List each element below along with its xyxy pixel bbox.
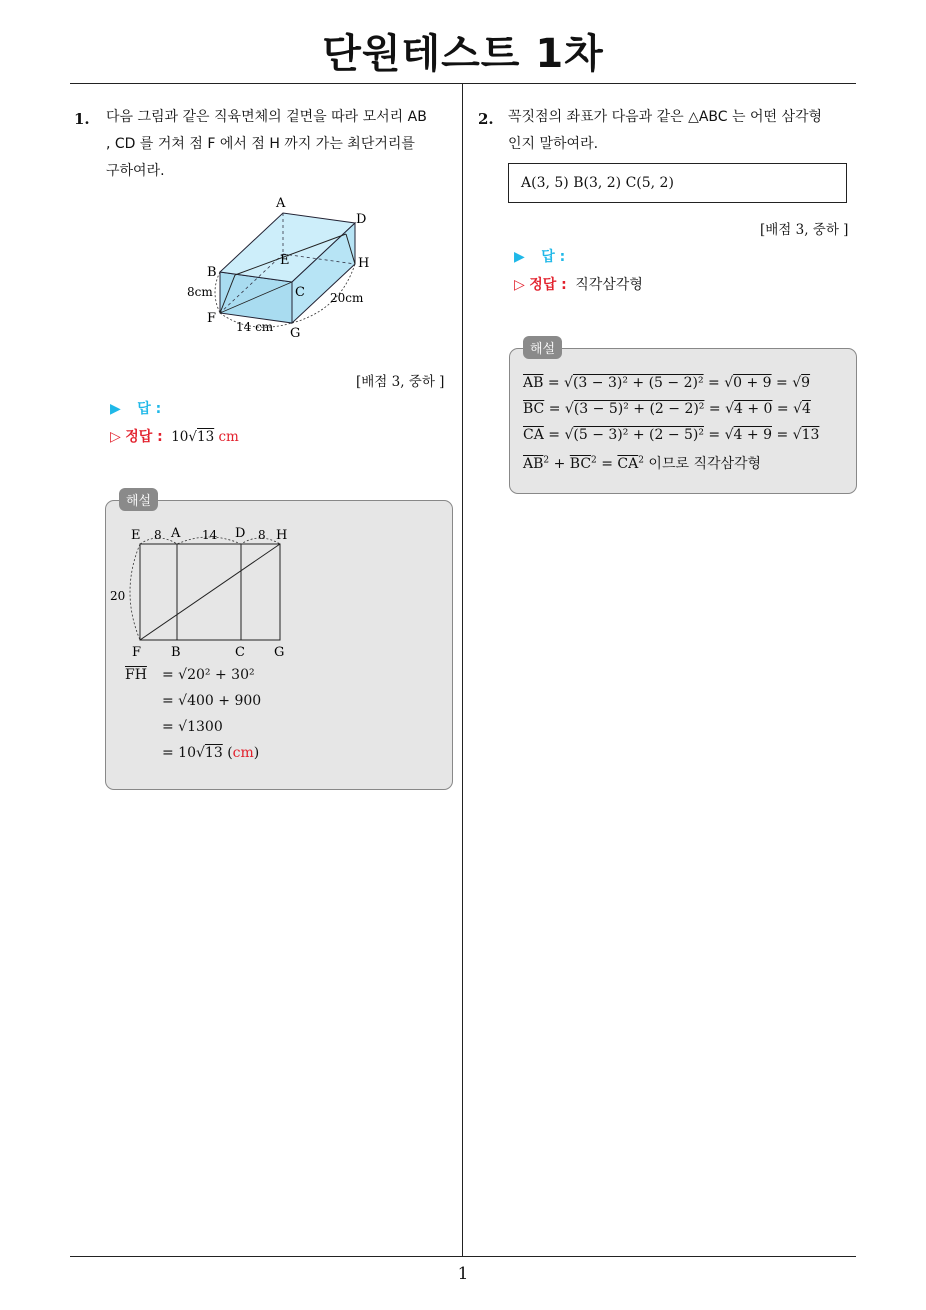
q1-step-4: = 10√13 (cm) (162, 745, 260, 761)
q1-text (106, 104, 456, 185)
net-label-side: 20 (110, 589, 126, 603)
column-divider (462, 83, 463, 1256)
net-label-s2: 14 (202, 528, 218, 542)
q1-step-3: = √1300 (162, 719, 223, 735)
bottom-rule (70, 1256, 856, 1257)
net-diagram (110, 520, 300, 660)
q2-number: 2. (478, 110, 494, 128)
net-arc-left (130, 544, 140, 640)
q1-text-line3: 구하여라. (106, 163, 165, 179)
q2-line-AB: $\overline{AB} = √(3 - 3)^2 + (5 - 2)^2 = √0 + 9 = √9$ (523, 375, 811, 391)
q2-score: [배점 3, 중하 ] (760, 222, 849, 238)
q2-text (508, 104, 858, 158)
q2-answer-row (514, 246, 565, 266)
cuboid-figure (180, 190, 390, 340)
q1-step-lhs: $\overline{FH}$ (125, 667, 147, 683)
q2-line-conclusion: $\overline{AB}^2 + \overline{BC}^2 = \overline{CA}^2$ 이므로 직각삼각형 (523, 455, 762, 472)
label-E: E (280, 253, 290, 268)
net-label-B: B (171, 645, 181, 660)
net-label-F: F (132, 645, 142, 660)
net-diagonal-FH (140, 544, 280, 640)
q1-explanation-tag: 해설 (119, 488, 158, 511)
q1-number: 1. (74, 110, 90, 128)
label-B: B (207, 265, 217, 280)
label-H: H (358, 256, 370, 271)
net-label-D: D (235, 526, 246, 541)
q2-points: A(3, 5) B(3, 2) C(5, 2) (521, 175, 674, 191)
q2-text-line1: 꼭짓점의 좌표가 다음과 같은 △ABC 는 어떤 삼각형 (508, 109, 823, 125)
q1-correct-row (110, 426, 239, 446)
net-label-C: C (235, 645, 245, 660)
net-label-s3: 8 (258, 528, 266, 542)
q1-text-line1: 다음 그림과 같은 직육면체의 겉면을 따라 모서리 AB (106, 109, 427, 125)
correct-arrow-icon: ▷ (514, 277, 525, 293)
q2-text-line2: 인지 말하여라. (508, 136, 599, 152)
q2-correct-row (514, 274, 643, 294)
label-depth: 20cm (330, 291, 364, 305)
net-label-G: G (274, 645, 285, 660)
q2-line-BC: $\overline{BC} = √(3 - 5)^2 + (2 - 2)^2 = √4 + 0 = √4$ (523, 401, 811, 417)
q2-points-box (508, 163, 847, 203)
label-D: D (356, 212, 367, 227)
q1-step-2: = √400 + 900 (162, 693, 262, 709)
answer-arrow-icon: ▶ (514, 249, 525, 265)
label-G: G (290, 326, 301, 340)
net-label-s1: 8 (154, 528, 162, 542)
net-label-E: E (131, 528, 141, 543)
q1-correct-value: 10√13 cm (171, 429, 239, 445)
q2-correct-value: 직각삼각형 (575, 277, 643, 293)
q1-correct-label: 정답 : (125, 429, 163, 445)
top-rule (70, 83, 856, 84)
label-height: 8cm (187, 285, 213, 299)
page-title: 단원테스트 1차 (322, 31, 604, 77)
q1-step-1: = √20² + 30² (162, 667, 255, 683)
q1-answer-label: 답 : (137, 401, 162, 417)
q1-answer-row (110, 398, 161, 418)
label-A: A (276, 196, 286, 211)
page-number: 1 (457, 1264, 469, 1284)
q2-answer-label: 답 : (541, 249, 566, 265)
answer-arrow-icon: ▶ (110, 401, 121, 417)
label-F: F (207, 311, 217, 326)
label-C: C (295, 285, 305, 300)
q1-text-line2: , CD 를 거쳐 점 F 에서 점 H 까지 가는 최단거리를 (106, 136, 415, 152)
q2-line-CA: $\overline{CA} = √(5 - 3)^2 + (2 - 5)^2 = √4 + 9 = √13$ (523, 427, 820, 443)
q2-explanation-tag: 해설 (523, 336, 562, 359)
correct-arrow-icon: ▷ (110, 429, 121, 445)
net-label-A: A (171, 526, 181, 541)
label-width: 14 cm (236, 320, 274, 334)
net-label-H: H (276, 528, 288, 543)
q2-correct-label: 정답 : (529, 277, 567, 293)
q1-score: [배점 3, 중하 ] (356, 374, 445, 390)
